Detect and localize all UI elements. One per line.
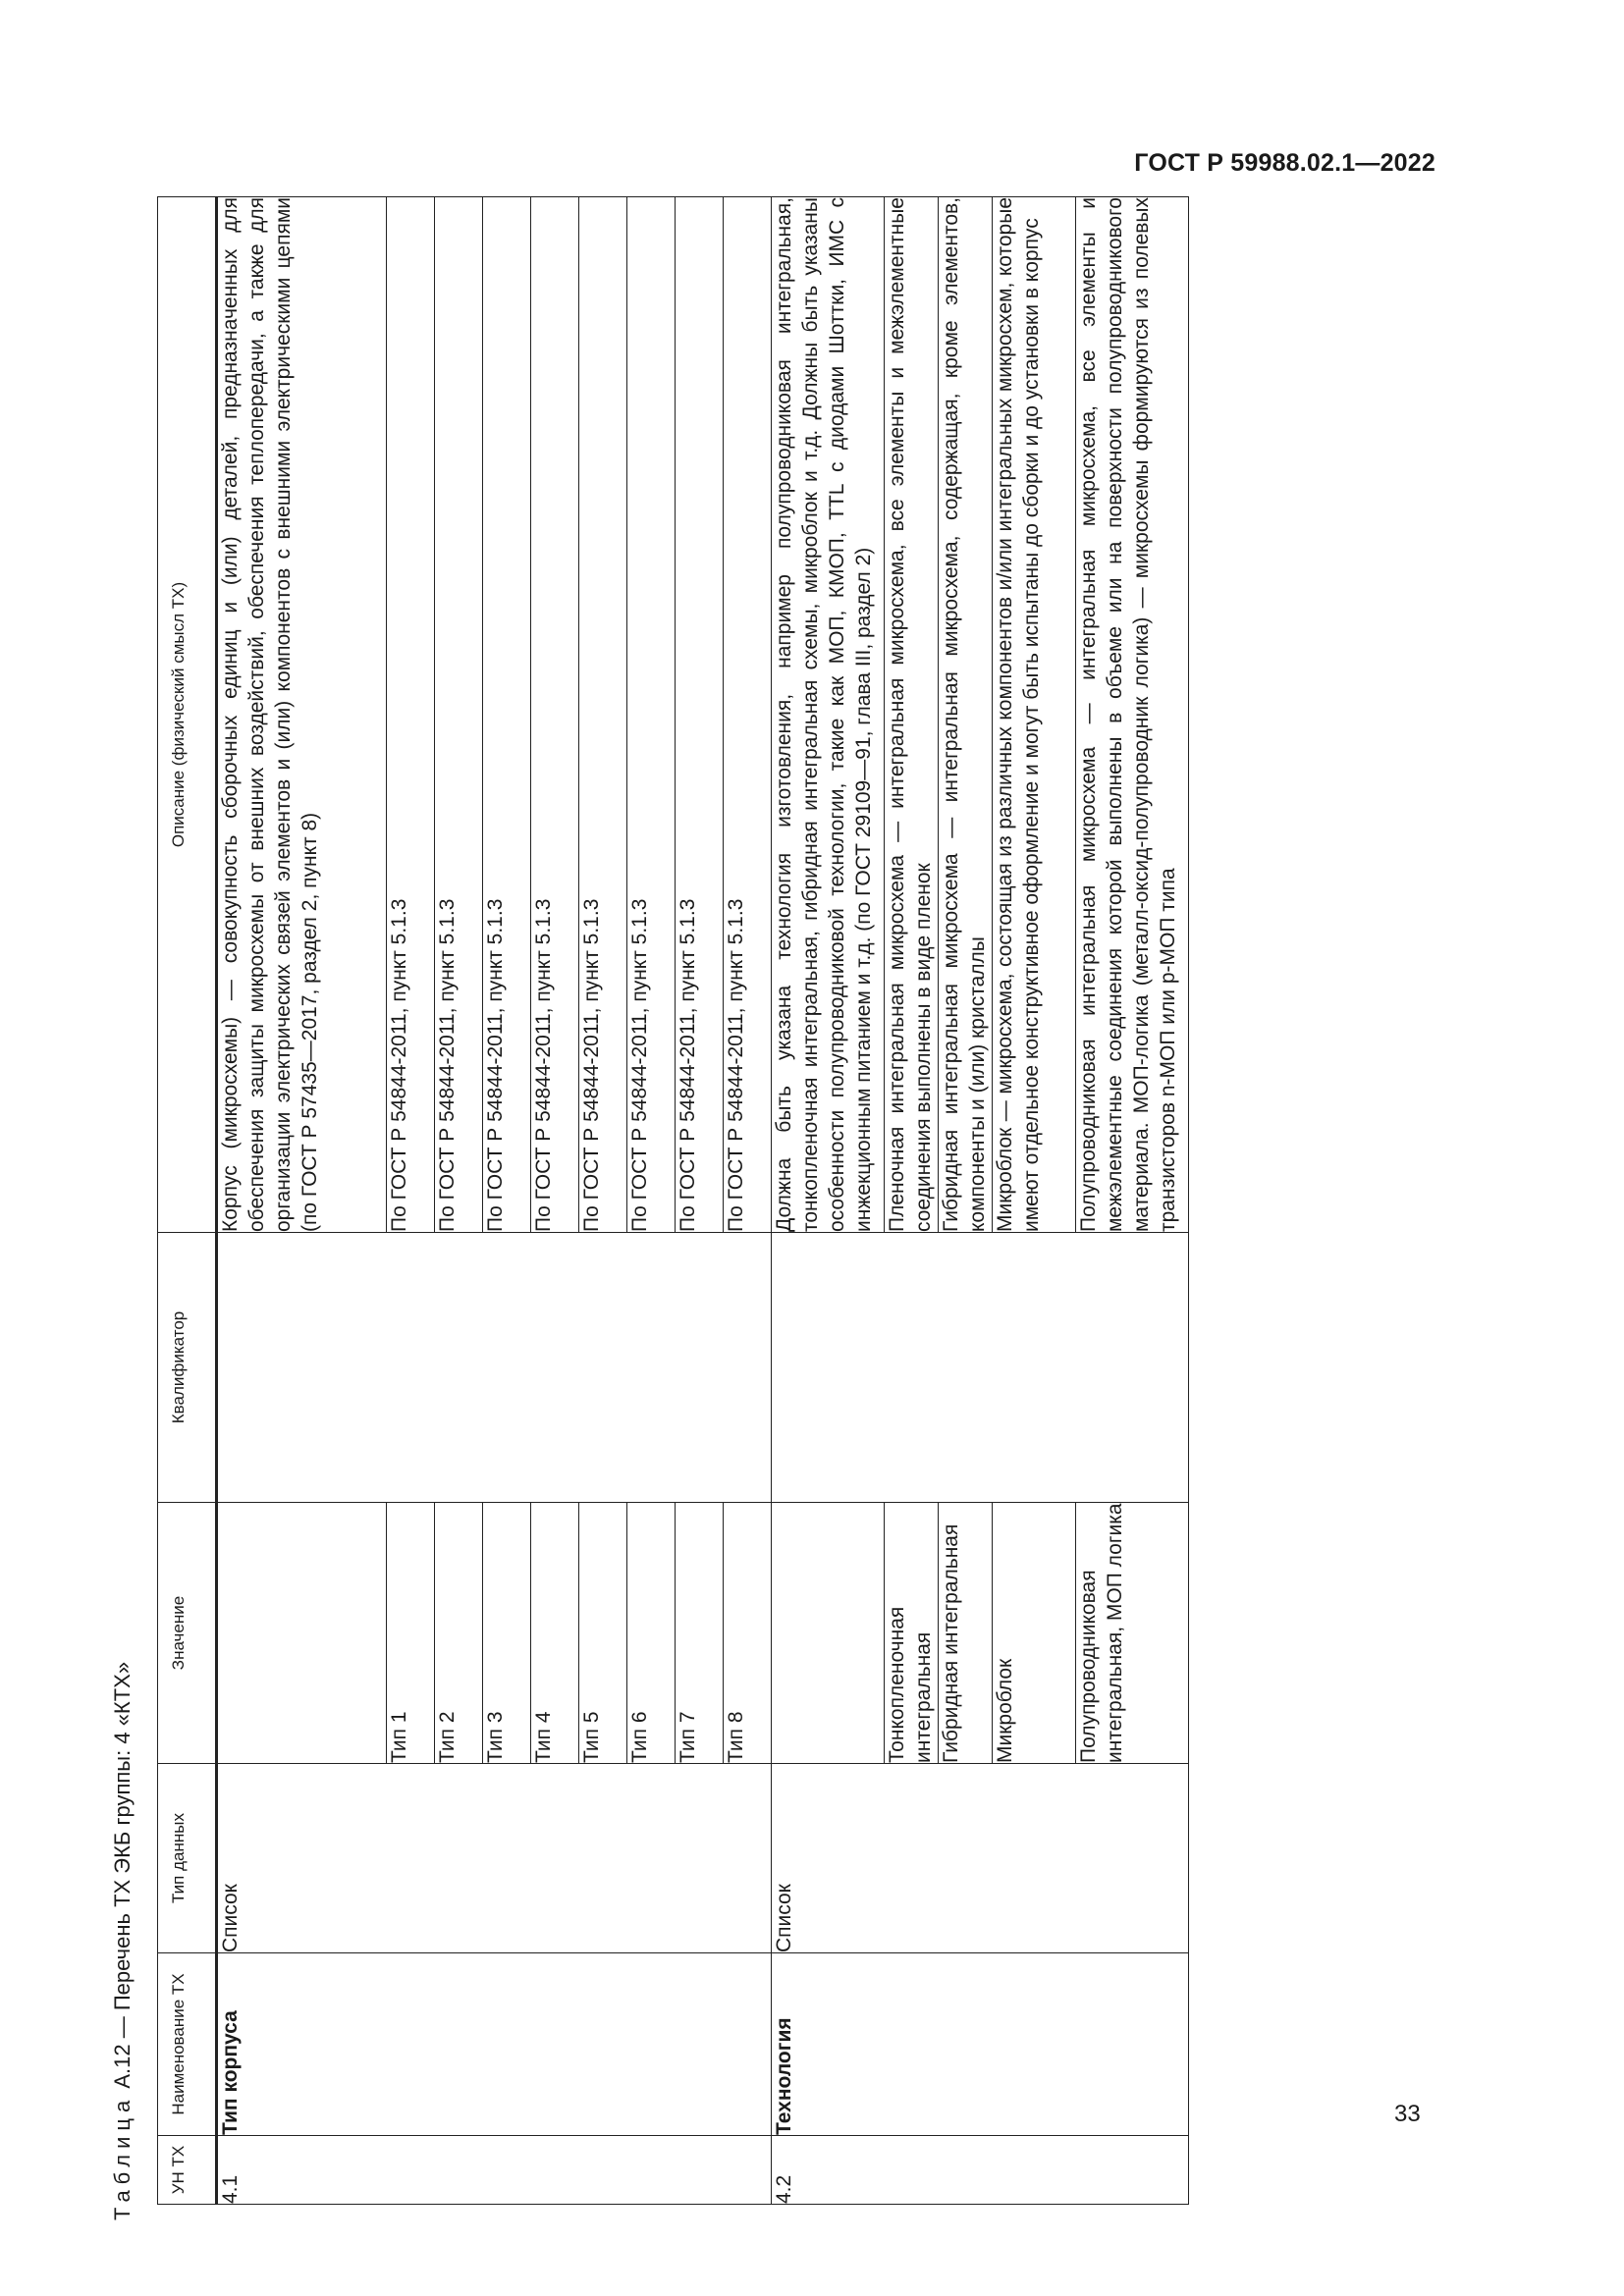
cell-description: По ГОСТ Р 54844-2011, пункт 5.1.3 bbox=[724, 197, 772, 1233]
table-row bbox=[772, 197, 885, 2205]
cell-id: 4.2 bbox=[772, 2136, 1189, 2205]
table-header-row bbox=[158, 197, 217, 2205]
cell-id: 4.1 bbox=[217, 2136, 772, 2205]
cell-description: Микроблок — микросхема, состоящая из различных компонентов и/или интегральных микросхем, которые имеют отдельное конструктивное оформление и могут быть испытаны до сборки и до установки в корпус bbox=[993, 197, 1076, 1233]
cell-value: Тип 1 bbox=[387, 1503, 435, 1764]
cell-value: Тип 8 bbox=[724, 1503, 772, 1764]
cell-value: Тип 7 bbox=[676, 1503, 724, 1764]
col-header-qualifier: Квалификатор bbox=[158, 1233, 217, 1503]
rotated-page-content bbox=[110, 130, 1386, 2220]
cell-value: Тип 4 bbox=[531, 1503, 579, 1764]
cell-name: Технология bbox=[772, 1953, 1189, 2136]
cell-value: Гибридная интегральная bbox=[939, 1503, 993, 1764]
cell-description: По ГОСТ Р 54844-2011, пункт 5.1.3 bbox=[387, 197, 435, 1233]
cell-description: По ГОСТ Р 54844-2011, пункт 5.1.3 bbox=[531, 197, 579, 1233]
cell-description: Гибридная интегральная микросхема — интегральная микросхема, содержащая, кроме элементов, компоненты и (или) кристаллы bbox=[939, 197, 993, 1233]
page-number: 33 bbox=[1394, 2101, 1421, 2127]
cell-description: По ГОСТ Р 54844-2011, пункт 5.1.3 bbox=[435, 197, 483, 1233]
cell-qualifier bbox=[217, 1233, 772, 1503]
cell-qualifier bbox=[772, 1233, 1189, 1503]
cell-description: По ГОСТ Р 54844-2011, пункт 5.1.3 bbox=[483, 197, 531, 1233]
cell-value: Тип 6 bbox=[627, 1503, 676, 1764]
col-header-description: Описание (физический смысл ТХ) bbox=[158, 197, 217, 1233]
cell-description: По ГОСТ Р 54844-2011, пункт 5.1.3 bbox=[676, 197, 724, 1233]
table-caption bbox=[110, 1662, 135, 2220]
caption-text: А.12 — Перечень ТХ ЭКБ группы: 4 «КТХ» bbox=[110, 1661, 135, 2095]
col-header-value: Значение bbox=[158, 1503, 217, 1764]
cell-value: Тип 3 bbox=[483, 1503, 531, 1764]
cell-datatype: Список bbox=[772, 1764, 1189, 1953]
cell-value: Тип 5 bbox=[579, 1503, 627, 1764]
cell-value: Тип 2 bbox=[435, 1503, 483, 1764]
cell-description: Полупроводниковая интегральная микросхема — интегральная микросхема, все элементы и межэлементные соединения которой выполнены в объеме или на поверхности полупроводникового материала. МОП-логика (металл-оксид-полупроводник логика) — микросхемы формируются из полевых транзисторов n-МОП или p-МОП типа bbox=[1076, 197, 1189, 1233]
cell-datatype: Список bbox=[217, 1764, 772, 1953]
cell-value: Микроблок bbox=[993, 1503, 1076, 1764]
col-header-name: Наименование ТХ bbox=[158, 1953, 217, 2136]
col-header-datatype: Тип данных bbox=[158, 1764, 217, 1953]
cell-description: Должна быть указана технология изготовления, например полупроводниковая интегральная, тонкопленочная интегральная, гибридная интегральная схемы, микроблок и т.д. Должны быть указаны особенности полупроводниковой технологии, такие как МОП, КМОП, TTL с диодами Шоттки, ИМС с инжекционным питанием и т.д. (по ГОСТ 29109—91, глава III, раздел 2) bbox=[772, 197, 885, 1233]
table-row bbox=[217, 197, 387, 2205]
caption-prefix: Таблица bbox=[110, 2094, 135, 2220]
cell-value bbox=[772, 1503, 885, 1764]
col-header-id: УН ТХ bbox=[158, 2136, 217, 2205]
cell-description: По ГОСТ Р 54844-2011, пункт 5.1.3 bbox=[627, 197, 676, 1233]
cell-value: Полупроводниковая интегральная, МОП логика bbox=[1076, 1503, 1189, 1764]
cell-description: По ГОСТ Р 54844-2011, пункт 5.1.3 bbox=[579, 197, 627, 1233]
cell-value: Тонкопленочная интегральная bbox=[885, 1503, 939, 1764]
cell-description: Пленочная интегральная микросхема — интегральная микросхема, все элементы и межэлементные соединения выполнены в виде пленок bbox=[885, 197, 939, 1233]
document-title: ГОСТ Р 59988.02.1—2022 bbox=[1134, 149, 1435, 177]
cell-description: Корпус (микросхемы) — совокупность сборочных единиц и (или) деталей, предназначенных для обеспечения защиты микросхемы от внешних воздействий, обеспечения теплопередачи, а также для организации электрических связей элементов и (или) компонентов с внешними электрическими цепями (по ГОСТ Р 57435—2017, раздел 2, пункт 8) bbox=[217, 197, 387, 1233]
tx-table bbox=[157, 196, 1189, 2205]
cell-value bbox=[217, 1503, 387, 1764]
cell-name: Тип корпуса bbox=[217, 1953, 772, 2136]
